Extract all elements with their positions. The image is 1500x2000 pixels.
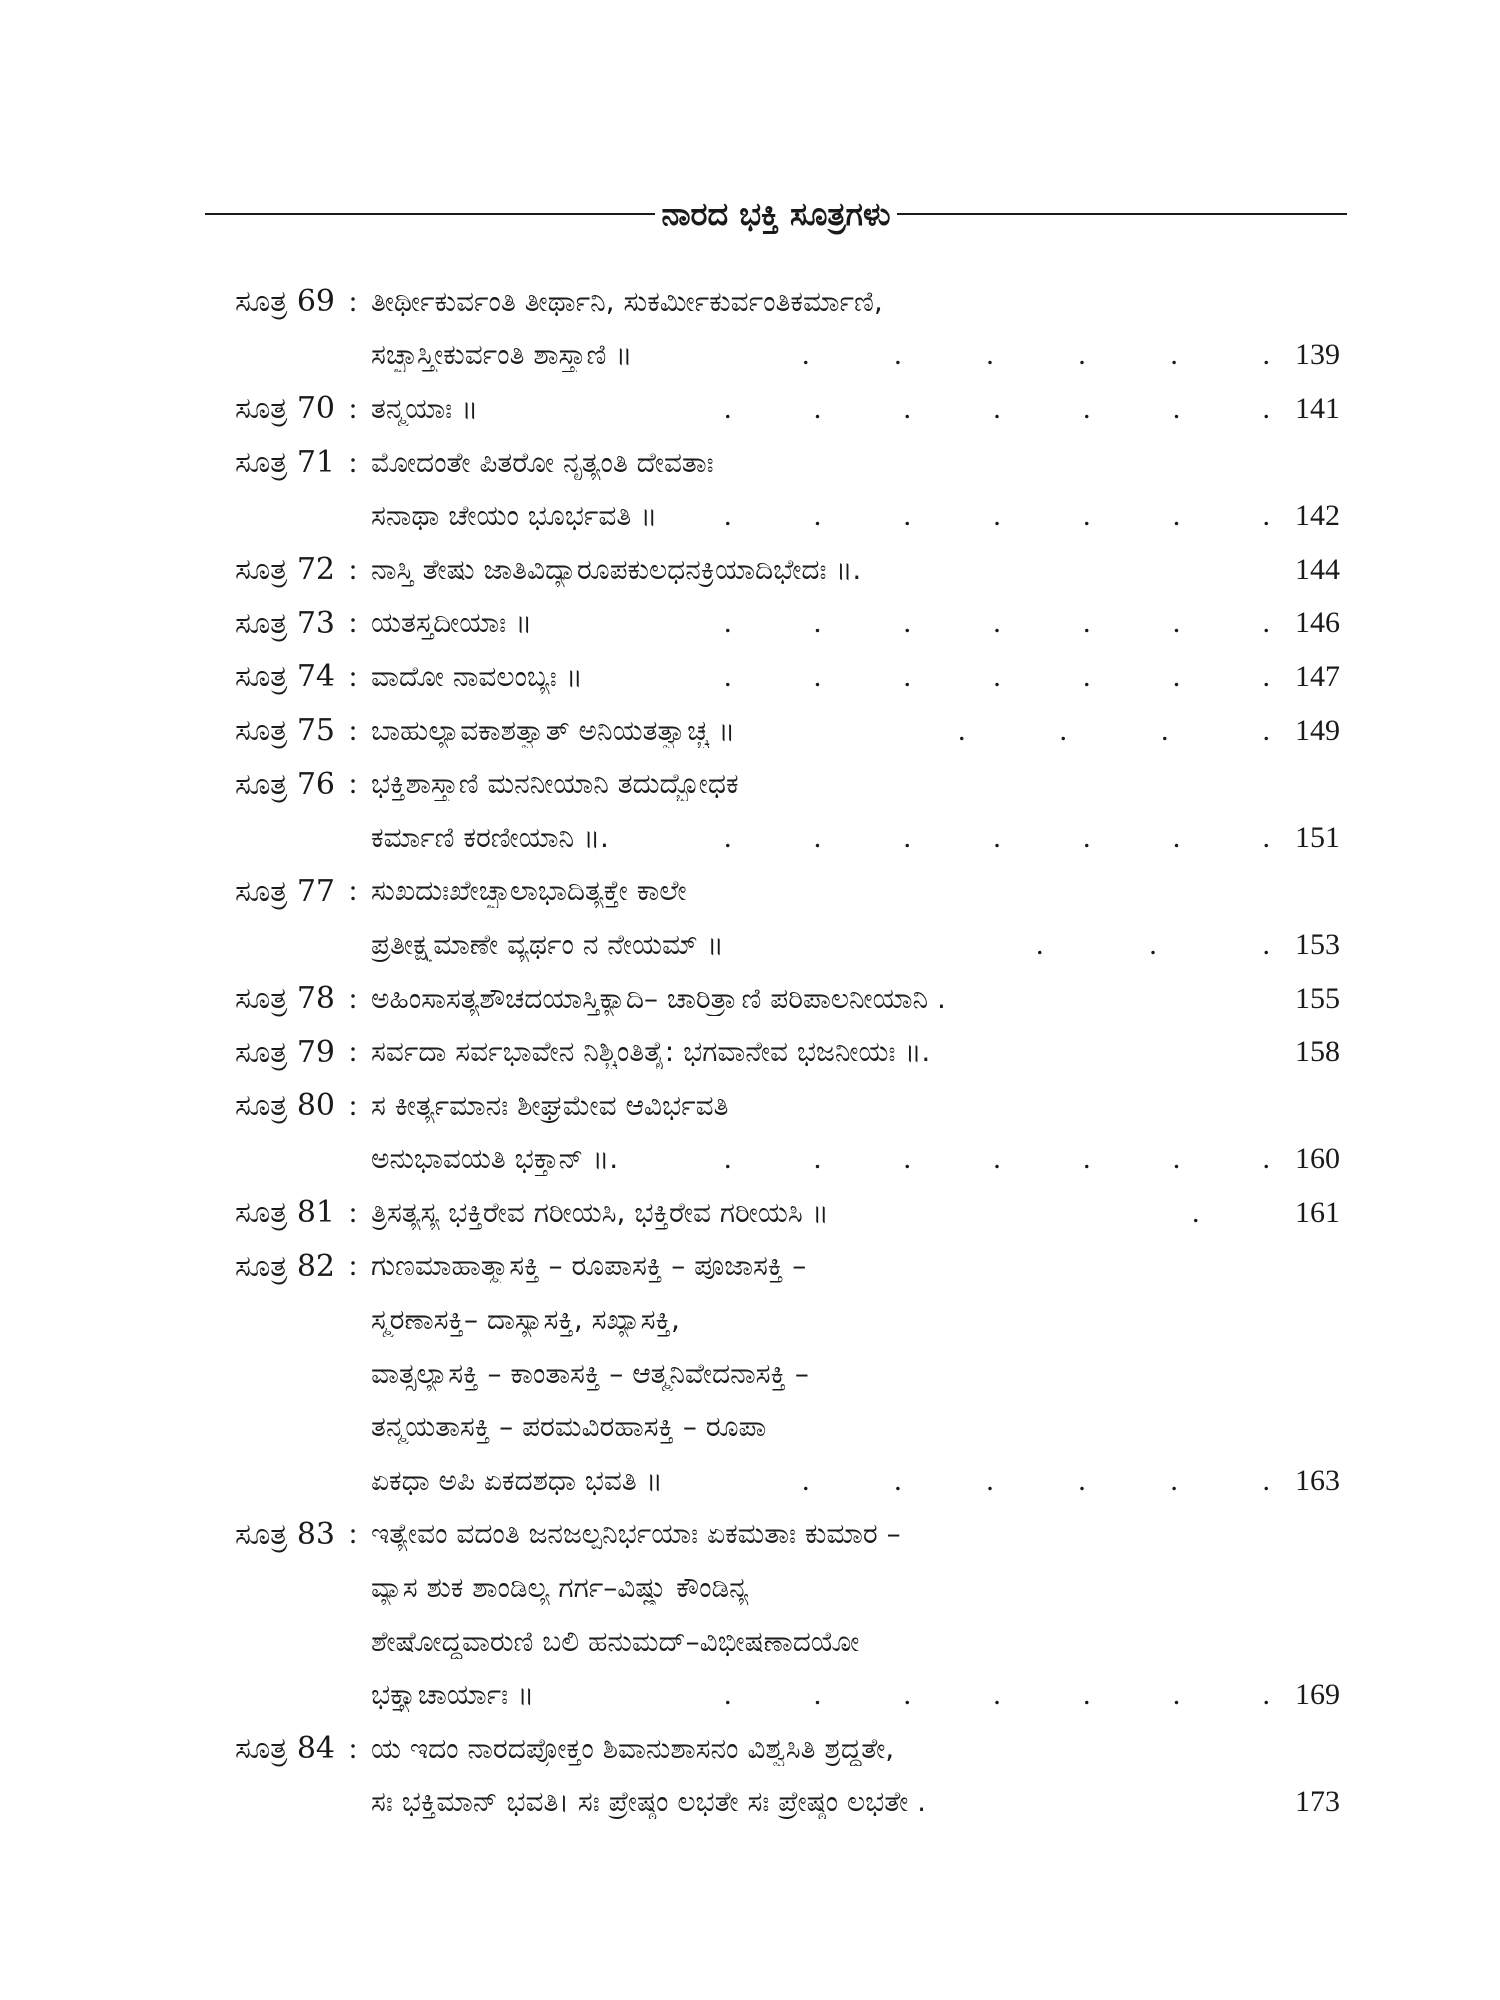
sutra-label: ಸೂತ್ರ 70: [235, 391, 335, 427]
separator-colon: :: [348, 874, 358, 908]
page-number: 146: [1295, 606, 1340, 640]
table-of-contents: [200, 275, 1340, 1829]
sutra-text: ತ್ರಿಸತ್ಯಸ್ಯ ಭಕ್ತಿರೇವ ಗರೀಯಸಿ, ಭಕ್ತಿರೇವ ಗರೀಯಸಿ ॥: [371, 1195, 829, 1229]
sutra-label: ಸೂತ್ರ 75: [235, 713, 335, 749]
sutra-text: ವಾದೋ ನಾವಲಂಬ್ಯಃ ॥: [371, 659, 583, 693]
toc-line: [200, 1561, 1340, 1615]
separator-colon: :: [348, 659, 358, 693]
leader-dots: .: [1192, 1195, 1200, 1229]
leader-dots: . . . . . . .: [724, 606, 1270, 640]
leader-dots: . . . . . . .: [724, 1142, 1270, 1176]
toc-entry: [200, 597, 1340, 651]
toc-entry: [200, 1508, 1340, 1722]
toc-entry: [200, 1240, 1340, 1508]
toc-entry: [200, 757, 1340, 864]
header-rule-right: [897, 213, 1347, 215]
page-number: 151: [1295, 820, 1340, 854]
sutra-label: ಸೂತ್ರ 80: [235, 1088, 335, 1124]
toc-line: [200, 757, 1340, 811]
sutra-text: ನಾಸ್ತಿ ತೇಷು ಜಾತಿವಿದ್ಯಾರೂಪಕುಲಧನಕ್ರಿಯಾದಿಭೇದಃ ॥.: [371, 552, 862, 586]
toc-entry: [200, 1025, 1340, 1079]
toc-entry: [200, 704, 1340, 758]
toc-line: [200, 1293, 1340, 1347]
separator-colon: :: [348, 445, 358, 479]
toc-line: [200, 1133, 1340, 1187]
header-title: ನಾರದ ಭಕ್ತಿ ಸೂತ್ರಗಳು: [661, 195, 891, 233]
toc-line: [200, 811, 1340, 865]
toc-line: [200, 1454, 1340, 1508]
sutra-text: ಬಾಹುಲ್ಯಾವಕಾಶತ್ವಾತ್ ಅನಿಯತತ್ವಾಚ್ಚ ॥: [371, 713, 736, 747]
toc-entry: [200, 436, 1340, 543]
sutra-text: ಸ್ಮರಣಾಸಕ್ತಿ– ದಾಸ್ಯಾಸಕ್ತಿ, ಸಖ್ಯಾಸಕ್ತಿ,: [371, 1303, 680, 1337]
sutra-label: ಸೂತ್ರ 79: [235, 1034, 335, 1070]
leader-dots: . . . . . . .: [724, 1678, 1270, 1712]
sutra-text: ಸಚ್ಛಾಸ್ತ್ರೀಕುರ್ವಂತಿ ಶಾಸ್ತ್ರಾಣಿ ॥: [371, 338, 633, 372]
separator-colon: :: [348, 767, 358, 801]
page-number: 147: [1295, 659, 1340, 693]
toc-line: [200, 1240, 1340, 1294]
sutra-text: ಸ ಕೀರ್ತ್ಯಮಾನಃ ಶೀಘ್ರಮೇವ ಆವಿರ್ಭವತಿ: [371, 1088, 729, 1122]
toc-line: [200, 382, 1340, 436]
page-number: 141: [1295, 391, 1340, 425]
sutra-label: ಸೂತ್ರ 74: [235, 659, 335, 695]
sutra-label: ಸೂತ್ರ 72: [235, 552, 335, 588]
toc-line: [200, 650, 1340, 704]
sutra-label: ಸೂತ್ರ 83: [235, 1516, 335, 1552]
leader-dots: . . . .: [958, 713, 1270, 747]
page-number: 142: [1295, 499, 1340, 533]
header-rule-left: [205, 213, 655, 215]
page-number: 160: [1295, 1142, 1340, 1176]
separator-colon: :: [348, 284, 358, 318]
leader-dots: . . .: [1036, 927, 1270, 961]
toc-line: [200, 704, 1340, 758]
toc-line: [200, 436, 1340, 490]
toc-line: [200, 1722, 1340, 1776]
page-number: 149: [1295, 713, 1340, 747]
separator-colon: :: [348, 1731, 358, 1765]
separator-colon: :: [348, 391, 358, 425]
leader-dots: . . . . . . .: [724, 820, 1270, 854]
toc-line: [200, 1025, 1340, 1079]
page-number: 139: [1295, 338, 1340, 372]
sutra-text: ಭಕ್ತ್ಯಾಚಾರ್ಯಾಃ ॥: [371, 1678, 535, 1712]
sutra-label: ಸೂತ್ರ 76: [235, 766, 335, 802]
sutra-label: ಸೂತ್ರ 81: [235, 1195, 335, 1231]
separator-colon: :: [348, 1249, 358, 1283]
sutra-text: ಗುಣಮಾಹಾತ್ಮ್ಯಾಸಕ್ತಿ – ರೂಪಾಸಕ್ತಿ – ಪೂಜಾಸಕ್ತಿ –: [371, 1249, 807, 1283]
toc-line: [200, 1776, 1340, 1830]
separator-colon: :: [348, 713, 358, 747]
page-number: 158: [1295, 1035, 1340, 1069]
toc-entry: [200, 650, 1340, 704]
page-number: 163: [1295, 1463, 1340, 1497]
sutra-text: ತನ್ಮಯತಾಸಕ್ತಿ – ಪರಮವಿರಹಾಸಕ್ತಿ – ರೂಪಾ: [371, 1410, 767, 1444]
separator-colon: :: [348, 1088, 358, 1122]
sutra-text: ಭಕ್ತಿಶಾಸ್ತ್ರಾಣಿ ಮನನೀಯಾನಿ ತದುದ್ಬೋಧಕ: [371, 767, 739, 801]
sutra-text: ತೀರ್ಥೀಕುರ್ವಂತಿ ತೀರ್ಥಾನಿ, ಸುಕರ್ಮೀಕುರ್ವಂತಿಕರ್ಮಾಣಿ,: [371, 284, 883, 318]
sutra-text: ಯತಸ್ತದೀಯಾಃ ॥: [371, 606, 533, 640]
sutra-label: ಸೂತ್ರ 71: [235, 445, 335, 481]
toc-line: [200, 972, 1340, 1026]
leader-dots: . . . . . . .: [724, 659, 1270, 693]
separator-colon: :: [348, 1517, 358, 1551]
sutra-label: ಸೂತ್ರ 84: [235, 1731, 335, 1767]
sutra-text: ಕರ್ಮಾಣಿ ಕರಣೀಯಾನಿ ॥.: [371, 820, 609, 854]
sutra-text: ಶೇಷೋದ್ಧವಾರುಣಿ ಬಲಿ ಹನುಮದ್–ವಿಭೀಷಣಾದಯೋ: [371, 1624, 860, 1658]
toc-line: [200, 329, 1340, 383]
page-number: 173: [1295, 1785, 1340, 1819]
sutra-text: ಸುಖದುಃಖೇಚ್ಛಾಲಾಭಾದಿತ್ಯಕ್ತೇ ಕಾಲೇ: [371, 874, 687, 908]
separator-colon: :: [348, 552, 358, 586]
sutra-text: ಯ ಇದಂ ನಾರದಪ್ರೋಕ್ತಂ ಶಿವಾನುಶಾಸನಂ ವಿಶ್ವಸಿತಿ ಶ್ರದ್ಧತೇ,: [371, 1731, 895, 1765]
toc-line: [200, 1079, 1340, 1133]
running-header: [205, 194, 1347, 234]
toc-entry: [200, 543, 1340, 597]
toc-line: [200, 918, 1340, 972]
leader-dots: . . . . . .: [802, 338, 1270, 372]
toc-line: [200, 1508, 1340, 1562]
toc-line: [200, 489, 1340, 543]
page-number: 161: [1295, 1195, 1340, 1229]
toc-entry: [200, 1186, 1340, 1240]
page-number: 155: [1295, 981, 1340, 1015]
toc-line: [200, 1186, 1340, 1240]
sutra-text: ಮೋದಂತೇ ಪಿತರೋ ನೃತ್ಯಂತಿ ದೇವತಾಃ: [371, 445, 714, 479]
sutra-text: ಏಕಧಾ ಅಪಿ ಏಕದಶಧಾ ಭವತಿ ॥: [371, 1463, 663, 1497]
sutra-text: ಅಹಿಂಸಾಸತ್ಯಶೌಚದಯಾಸ್ತಿಕ್ಯಾದಿ– ಚಾರಿತ್ರ್ಯಾಣಿ ಪರಿಪಾಲನೀಯಾನಿ .: [371, 981, 946, 1015]
page-number: 169: [1295, 1678, 1340, 1712]
sutra-label: ಸೂತ್ರ 73: [235, 605, 335, 641]
toc-line: [200, 865, 1340, 919]
toc-entry: [200, 865, 1340, 972]
sutra-label: ಸೂತ್ರ 82: [235, 1248, 335, 1284]
toc-line: [200, 1668, 1340, 1722]
toc-line: [200, 543, 1340, 597]
separator-colon: :: [348, 606, 358, 640]
toc-entry: [200, 382, 1340, 436]
sutra-text: ಅನುಭಾವಯತಿ ಭಕ್ತಾನ್ ॥.: [371, 1142, 619, 1176]
sutra-label: ಸೂತ್ರ 77: [235, 873, 335, 909]
page-number: 153: [1295, 927, 1340, 961]
sutra-text: ಪ್ರತೀಕ್ಷ್ಯಮಾಣೇ ವ್ಯರ್ಥಂ ನ ನೇಯಮ್ ॥: [371, 927, 724, 961]
sutra-text: ವ್ಯಾಸ ಶುಕ ಶಾಂಡಿಲ್ಯ ಗರ್ಗ–ವಿಷ್ಣು ಕೌಂಡಿನ್ಯ: [371, 1571, 749, 1605]
toc-line: [200, 1615, 1340, 1669]
toc-line: [200, 275, 1340, 329]
sutra-text: ತನ್ಮಯಾಃ ॥: [371, 391, 479, 425]
sutra-text: ಸರ್ವದಾ ಸರ್ವಭಾವೇನ ನಿಶ್ಚಿಂತಿತೈ: ಭಗವಾನೇವ ಭಜನೀಯಃ ॥.: [371, 1035, 931, 1069]
toc-entry: [200, 1079, 1340, 1186]
toc-entry: [200, 972, 1340, 1026]
toc-line: [200, 597, 1340, 651]
toc-entry: [200, 1722, 1340, 1829]
separator-colon: :: [348, 1195, 358, 1229]
separator-colon: :: [348, 981, 358, 1015]
sutra-label: ಸೂತ್ರ 69: [235, 284, 335, 320]
sutra-text: ವಾತ್ಸಲ್ಯಾಸಕ್ತಿ – ಕಾಂತಾಸಕ್ತಿ – ಆತ್ಮನಿವೇದನಾಸಕ್ತಿ –: [371, 1356, 809, 1390]
leader-dots: . . . . . .: [802, 1463, 1270, 1497]
sutra-text: ಸಃ ಭಕ್ತಿಮಾನ್ ಭವತಿ। ಸಃ ಪ್ರೇಷ್ಠಂ ಲಭತೇ ಸಃ ಪ್ರೇಷ್ಠಂ ಲಭತೇ .: [371, 1785, 927, 1819]
toc-line: [200, 1400, 1340, 1454]
separator-colon: :: [348, 1035, 358, 1069]
leader-dots: . . . . . . .: [724, 499, 1270, 533]
toc-line: [200, 1347, 1340, 1401]
page-number: 144: [1295, 552, 1340, 586]
leader-dots: . . . . . . .: [724, 391, 1270, 425]
sutra-text: ಇತ್ಯೇವಂ ವದಂತಿ ಜನಜಲ್ಪನಿರ್ಭಯಾಃ ಏಕಮತಾಃ ಕುಮಾರ –: [371, 1517, 901, 1551]
toc-entry: [200, 275, 1340, 382]
sutra-text: ಸನಾಥಾ ಚೇಯಂ ಭೂರ್ಭವತಿ ॥: [371, 499, 658, 533]
sutra-label: ಸೂತ್ರ 78: [235, 981, 335, 1017]
